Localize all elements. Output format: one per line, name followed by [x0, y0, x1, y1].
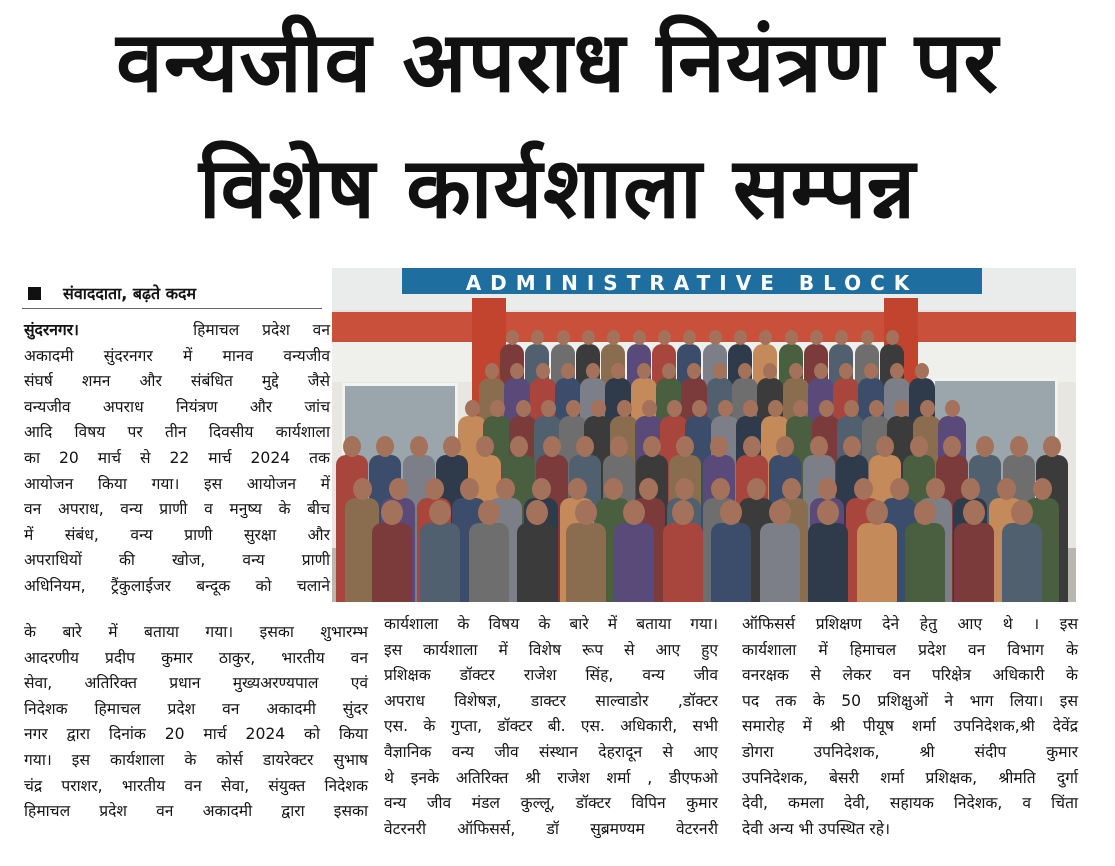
person-head	[389, 478, 408, 500]
person-head	[672, 500, 694, 525]
person-head	[465, 400, 480, 417]
person-head	[557, 330, 570, 345]
person-head	[886, 330, 899, 345]
person-head	[839, 363, 853, 379]
person-head	[443, 436, 461, 457]
person-head	[711, 478, 730, 500]
person-head	[675, 478, 694, 500]
article-line: कार्यशाला के विषय के बारे में बताया गया।	[384, 615, 718, 633]
person-head	[568, 478, 587, 500]
person-head	[643, 436, 661, 457]
person-head	[817, 500, 839, 525]
person-head	[734, 330, 747, 345]
article-line: चंद्र पराशर, भारतीय वन सेवा, संयुक्त निदेशक	[24, 776, 368, 795]
person-head	[478, 500, 500, 525]
person-body	[420, 523, 460, 602]
person-body	[857, 523, 897, 602]
article-line: वन्यजीव अपराध नियंत्रण और जांच	[24, 397, 330, 416]
article-line: डोगरा उपनिदेशक, श्री संदीप कुमार	[742, 742, 1078, 761]
article-line: देवी अन्य भी उपस्थित रहे।	[742, 819, 890, 838]
person-body	[760, 523, 800, 602]
person-head	[769, 500, 791, 525]
article-line: आदरणीय प्रदीप कुमार ठाकुर, भारतीय वन	[24, 648, 368, 667]
photo-building-sign: ADMINISTRATIVE BLOCK	[402, 268, 982, 294]
person-head	[381, 500, 403, 525]
person-head	[1011, 500, 1033, 525]
person-head	[890, 478, 909, 500]
person-head	[814, 363, 828, 379]
person-head	[743, 436, 761, 457]
person-head	[713, 363, 727, 379]
person-head	[810, 436, 828, 457]
person-head	[710, 436, 728, 457]
byline-divider	[22, 308, 322, 309]
person-head	[642, 400, 657, 417]
article-line: एस. के गुप्ता, डॉक्टर बी. एस. अधिकारी, सभी	[384, 717, 718, 736]
person-head	[890, 363, 904, 379]
person-head	[844, 400, 859, 417]
person-head	[658, 330, 671, 345]
article-line: सेवा, अतिरिक्त प्रधान मुख्यअरण्यपाल एवं	[24, 674, 368, 693]
person-body	[954, 523, 994, 602]
person-head	[506, 330, 519, 345]
headline-line-1: वन्यजीव अपराध नियंत्रण पर	[116, 13, 999, 111]
person-head	[1010, 436, 1028, 457]
person-head	[743, 400, 758, 417]
person-body	[905, 523, 945, 602]
bullet-square-icon	[28, 287, 41, 300]
byline-text: संवाददाता, बढ़ते कदम	[63, 284, 197, 303]
person-head	[738, 363, 752, 379]
person-head	[785, 330, 798, 345]
person-body	[614, 523, 654, 602]
article-line: आयोजन किया गया। इस आयोजन में	[24, 474, 330, 493]
article-line: वन्य जीव मंडल कुल्लू, डॉक्टर विपिन कुमार	[384, 794, 718, 813]
dateline: सुंदरनगर।	[24, 321, 79, 339]
article-line: सुंदरनगर। हिमाचल प्रदेश वन	[24, 321, 330, 339]
article-column-3	[742, 612, 1078, 842]
person-head	[604, 478, 623, 500]
person-head	[1043, 436, 1061, 457]
person-head	[915, 363, 929, 379]
article-line: वन अपराध, वन्य प्राणी व मनुष्य के बीच	[24, 500, 330, 519]
person-head	[926, 478, 945, 500]
group-photo	[332, 268, 1076, 602]
person-head	[662, 363, 676, 379]
article-line: अपराध विशेषज्ञ, डाक्टर साल्वाडोर ,डॉक्टर	[384, 691, 718, 710]
article-line: नगर द्वारा दिनांक 20 मार्च 2024 को किया	[24, 725, 368, 744]
person-head	[943, 436, 961, 457]
person-head	[541, 400, 556, 417]
byline	[28, 282, 318, 304]
article-line: हिमाचल प्रदेश वन अकादमी द्वारा इसका	[24, 802, 368, 821]
person-head	[532, 478, 551, 500]
article-column-1-top	[24, 318, 330, 600]
photo-beam	[332, 312, 1076, 342]
person-body	[372, 523, 412, 602]
person-head	[536, 363, 550, 379]
person-head	[637, 363, 651, 379]
article-line: देवी, कमला देवी, सहायक निदेशक, व चिंता	[742, 794, 1078, 813]
person-head	[945, 400, 960, 417]
person-head	[566, 400, 581, 417]
article-line: का 20 मार्च से 22 मार्च 2024 तक	[24, 448, 330, 467]
person-head	[543, 436, 561, 457]
person-head	[914, 500, 936, 525]
person-head	[353, 478, 372, 500]
person-body	[663, 523, 703, 602]
person-head	[843, 436, 861, 457]
person-head	[633, 330, 646, 345]
person-body	[808, 523, 848, 602]
person-head	[709, 330, 722, 345]
person-head	[425, 478, 444, 500]
article-column-2	[384, 612, 718, 842]
article-line: वनरक्षक से लेकर वन परिक्षेत्र अधिकारी के	[742, 666, 1078, 685]
person-head	[617, 400, 632, 417]
article-line: में संबंध, वन्य प्राणी सुरक्षा और	[24, 525, 330, 544]
person-head	[866, 500, 888, 525]
article-line: के बारे में बताया गया। इसका शुभारम्भ	[24, 623, 368, 641]
person-head	[747, 478, 766, 500]
person-body	[1002, 523, 1042, 602]
person-head	[516, 400, 531, 417]
person-body	[711, 523, 751, 602]
article-line: उपनिदेशक, बेसरी शर्मा प्रशिक्षक, श्रीमति दुर्गा	[742, 768, 1078, 787]
person-head	[810, 330, 823, 345]
person-head	[861, 330, 874, 345]
person-head	[963, 500, 985, 525]
article-line: समारोह में श्री पीयूष शर्मा उपनिदेशक,श्री देवेंद्र	[742, 717, 1078, 736]
article-line: ऑफिसर्स प्रशिक्षण देने हेतु आए थे । इस	[742, 615, 1078, 633]
article-line: वेटरनरी ऑफिसर्स, डॉ सुब्रमण्यम वेटरनरी	[384, 819, 718, 838]
article-line: प्रशिक्षक डॉक्टर राजेश सिंह, वन्य जीव	[384, 666, 718, 685]
article-line: संघर्ष शमन और संबंधित मुद्दे जैसे	[24, 372, 330, 391]
article-line: पद तक के 50 प्रशिक्षुओं ने भाग लिया। इस	[742, 691, 1078, 710]
article-line: गया। इस कार्यशाला के कोर्स डायरेक्टर सुभाष	[24, 750, 368, 769]
person-body	[566, 523, 606, 602]
article-line: अपराधियों की खोज, वन्य प्राणी	[24, 551, 330, 570]
article-line: आदि विषय पर तीन दिवसीय कार्यशाला	[24, 423, 330, 442]
article-line: कार्यशाला में हिमाचल प्रदेश वन विभाग के	[742, 640, 1078, 659]
article-line: इस कार्यशाला में विशेष रूप से आए हुए	[384, 640, 718, 659]
person-head	[410, 436, 428, 457]
person-head	[343, 436, 361, 457]
person-head	[610, 436, 628, 457]
person-head	[561, 363, 575, 379]
person-head	[789, 363, 803, 379]
article-line: थे इनके अतिरिक्त श्री राजेश शर्मा , डीएफओ	[384, 768, 718, 787]
person-head	[718, 400, 733, 417]
person-head	[1033, 478, 1052, 500]
article-line: अधिनियम, ट्रैंकुलाईजर बन्दूक को चलाने	[24, 576, 330, 595]
person-head	[667, 400, 682, 417]
article-line: अकादमी सुंदरनगर में मानव वन्यजीव	[24, 346, 330, 365]
article-line: वैज्ञानिक वन्य जीव संस्थान देहरादून से आए	[384, 742, 718, 761]
person-head	[510, 436, 528, 457]
person-head	[920, 400, 935, 417]
headline-line-2: विशेष कार्यशाला सम्पन्न	[198, 139, 917, 237]
person-head	[854, 478, 873, 500]
person-body	[469, 523, 509, 602]
person-body	[517, 523, 557, 602]
person-head	[582, 330, 595, 345]
article-line: निदेशक हिमाचल प्रदेश वन अकादमी सुंदर	[24, 699, 368, 718]
person-head	[910, 436, 928, 457]
person-head	[575, 500, 597, 525]
person-head	[819, 400, 834, 417]
article-column-1-bottom	[24, 620, 368, 825]
person-head	[485, 363, 499, 379]
